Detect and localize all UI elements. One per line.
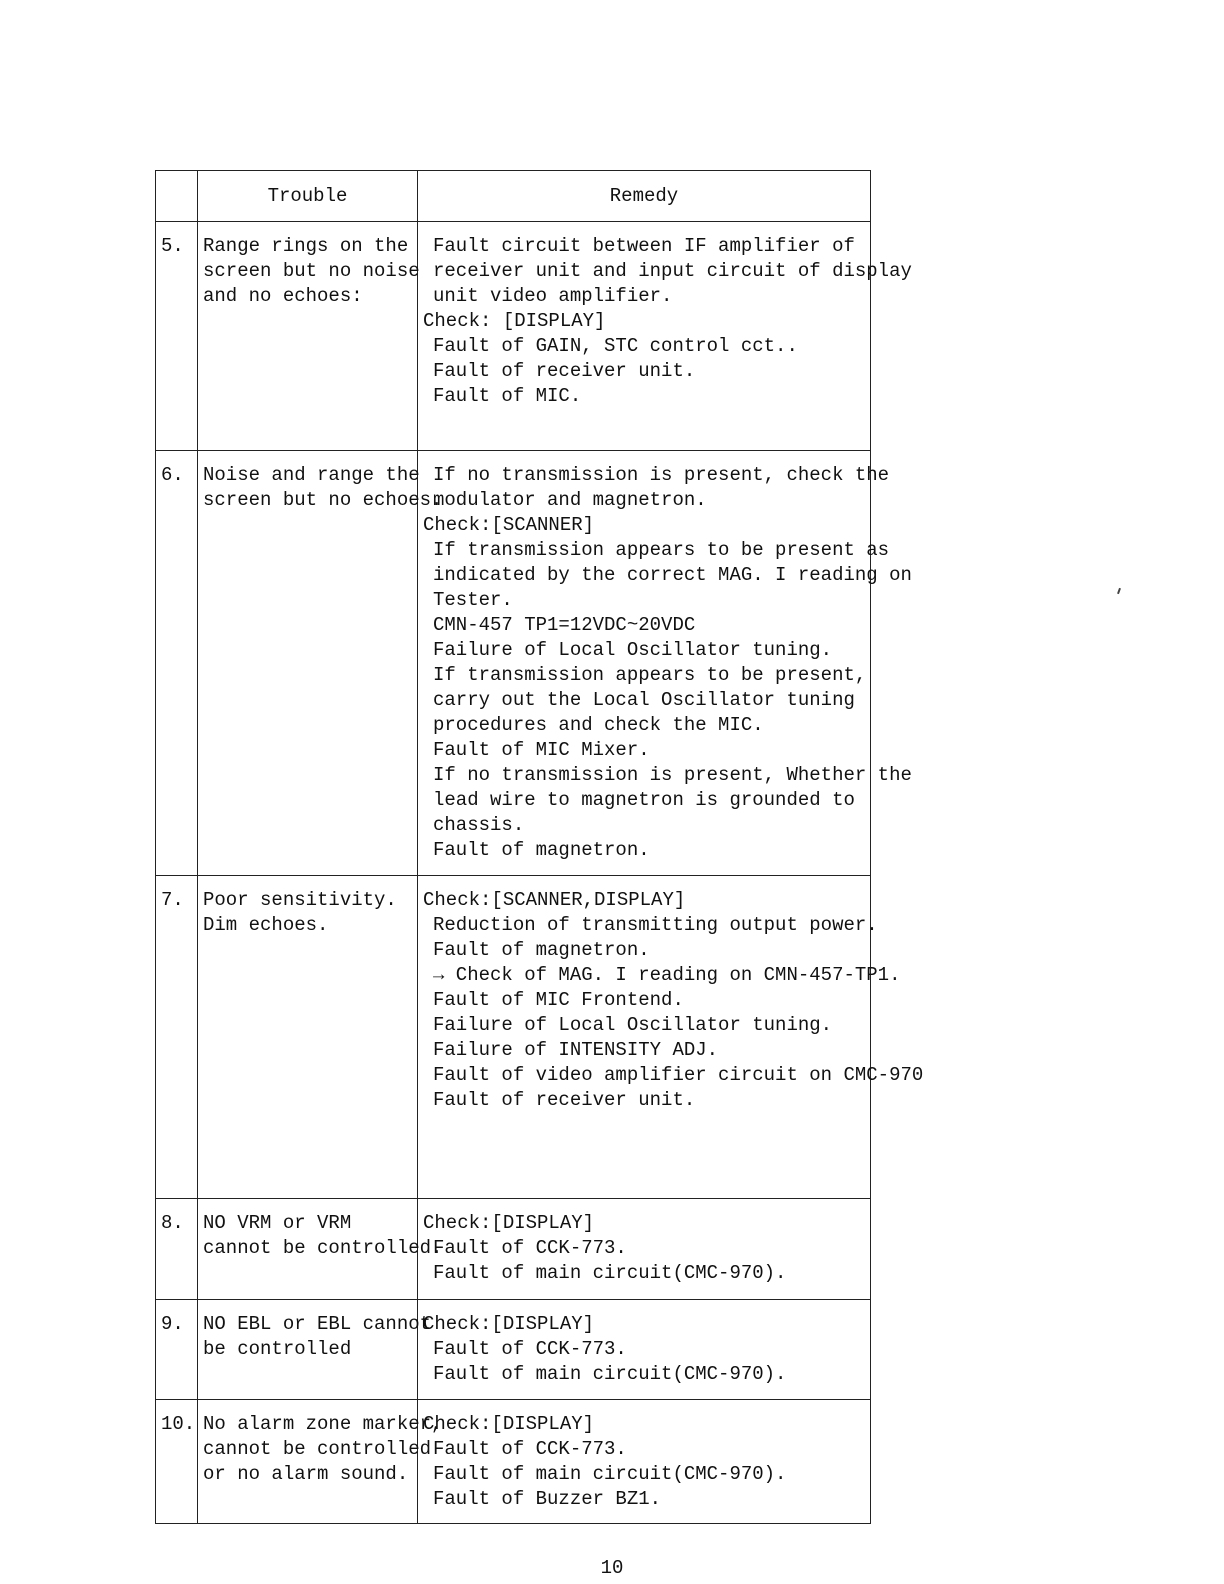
remedy-line: modulator and magnetron. bbox=[433, 489, 707, 511]
remedy-line: lead wire to magnetron is grounded to bbox=[433, 789, 855, 811]
trouble-cell bbox=[198, 222, 418, 451]
remedy-line: Fault of GAIN, STC control cct.. bbox=[433, 335, 798, 357]
trouble-cell bbox=[198, 1199, 443, 1300]
remedy-cell bbox=[418, 1400, 871, 1524]
trouble-line: Dim echoes. bbox=[203, 914, 329, 936]
remedy-line: Fault of MIC. bbox=[433, 385, 582, 407]
remedy-line: If no transmission is present, Whether the bbox=[433, 764, 912, 786]
header-remedy: Remedy bbox=[418, 171, 871, 222]
remedy-cell bbox=[418, 451, 912, 876]
remedy-check-line: Check:[DISPLAY] bbox=[423, 1212, 595, 1234]
trouble-line: Range rings on the bbox=[203, 235, 409, 257]
page-number: 10 bbox=[600, 1557, 624, 1579]
remedy-cell bbox=[418, 222, 912, 451]
header-row bbox=[156, 171, 871, 222]
row-number: 5. bbox=[156, 222, 198, 451]
trouble-cell bbox=[198, 876, 418, 1199]
remedy-line: unit video amplifier. bbox=[433, 285, 673, 307]
remedy-line: Failure of Local Oscillator tuning. bbox=[433, 1014, 833, 1036]
remedy-line: Reduction of transmitting output power. bbox=[433, 914, 878, 936]
remedy-line: Fault of MIC Mixer. bbox=[433, 739, 650, 761]
trouble-cell bbox=[198, 1300, 432, 1400]
remedy-cell bbox=[418, 1300, 871, 1400]
trouble-line: NO EBL or EBL cannot bbox=[203, 1313, 432, 1335]
scan-artifact-mark bbox=[1117, 588, 1121, 594]
remedy-line: Fault of main circuit(CMC-970). bbox=[433, 1463, 787, 1485]
remedy-line: Tester. bbox=[433, 589, 513, 611]
remedy-line: Fault of video amplifier circuit on CMC-970 bbox=[433, 1064, 924, 1086]
remedy-line: Fault of main circuit(CMC-970). bbox=[433, 1262, 787, 1284]
table-row bbox=[156, 1199, 871, 1300]
table-body bbox=[156, 222, 924, 1524]
table-header bbox=[156, 171, 871, 222]
trouble-line: cannot be controlled. bbox=[203, 1237, 443, 1259]
remedy-check-line: Check:[DISPLAY] bbox=[423, 1313, 595, 1335]
remedy-line: Fault of main circuit(CMC-970). bbox=[433, 1363, 787, 1385]
remedy-line: chassis. bbox=[433, 814, 525, 836]
remedy-line: If transmission appears to be present as bbox=[433, 539, 890, 561]
table-row bbox=[156, 876, 871, 1199]
remedy-line: If no transmission is present, check the bbox=[433, 464, 890, 486]
trouble-line: NO VRM or VRM bbox=[203, 1212, 352, 1234]
remedy-line: Failure of Local Oscillator tuning. bbox=[433, 639, 833, 661]
header-number bbox=[156, 171, 198, 222]
remedy-line: Fault of CCK-773. bbox=[433, 1338, 627, 1360]
remedy-line: → Check of MAG. I reading on CMN-457-TP1. bbox=[433, 964, 901, 986]
trouble-line: Noise and range the bbox=[203, 464, 420, 486]
row-number: 8. bbox=[156, 1199, 198, 1300]
remedy-cell bbox=[418, 876, 924, 1199]
remedy-line: Failure of INTENSITY ADJ. bbox=[433, 1039, 719, 1061]
troubleshooting-table bbox=[155, 170, 924, 1524]
remedy-line: Fault of magnetron. bbox=[433, 839, 650, 861]
remedy-line: Fault of MIC Frontend. bbox=[433, 989, 684, 1011]
remedy-line: Fault of CCK-773. bbox=[433, 1438, 627, 1460]
remedy-cell bbox=[418, 1199, 871, 1300]
trouble-line: screen but no noise bbox=[203, 260, 420, 282]
row-number: 10. bbox=[156, 1400, 198, 1524]
remedy-line: Fault of Buzzer BZ1. bbox=[433, 1488, 662, 1510]
header-trouble: Trouble bbox=[198, 171, 418, 222]
remedy-line: Fault circuit between IF amplifier of bbox=[433, 235, 855, 257]
table-row bbox=[156, 451, 871, 876]
remedy-line: Fault of CCK-773. bbox=[433, 1237, 627, 1259]
table-row bbox=[156, 1300, 871, 1400]
table-row bbox=[156, 1400, 871, 1524]
remedy-line: Fault of receiver unit. bbox=[433, 1089, 696, 1111]
trouble-cell bbox=[198, 451, 443, 876]
remedy-line: receiver unit and input circuit of display bbox=[433, 260, 912, 282]
remedy-check-line: Check:[DISPLAY] bbox=[423, 1413, 595, 1435]
row-number: 7. bbox=[156, 876, 198, 1199]
remedy-check-line: Check: [DISPLAY] bbox=[423, 310, 606, 332]
table-row bbox=[156, 222, 871, 451]
remedy-line: procedures and check the MIC. bbox=[433, 714, 764, 736]
row-number: 6. bbox=[156, 451, 198, 876]
trouble-line: screen but no echoes. bbox=[203, 489, 443, 511]
trouble-line: be controlled bbox=[203, 1338, 352, 1360]
remedy-line: Fault of receiver unit. bbox=[433, 360, 696, 382]
trouble-line: and no echoes: bbox=[203, 285, 363, 307]
trouble-cell bbox=[198, 1400, 443, 1524]
trouble-line: cannot be controlled bbox=[203, 1438, 432, 1460]
remedy-line: carry out the Local Oscillator tuning bbox=[433, 689, 855, 711]
row-number: 9. bbox=[156, 1300, 198, 1400]
trouble-line: Poor sensitivity. bbox=[203, 889, 397, 911]
remedy-line: CMN-457 TP1=12VDC~20VDC bbox=[433, 614, 696, 636]
remedy-line: If transmission appears to be present, bbox=[433, 664, 867, 686]
remedy-line: indicated by the correct MAG. I reading on bbox=[433, 564, 912, 586]
trouble-line: No alarm zone marker, bbox=[203, 1413, 443, 1435]
remedy-check-line: Check:[SCANNER,DISPLAY] bbox=[423, 889, 686, 911]
remedy-check-line: Check:[SCANNER] bbox=[423, 514, 595, 536]
trouble-line: or no alarm sound. bbox=[203, 1463, 409, 1485]
remedy-line: Fault of magnetron. bbox=[433, 939, 650, 961]
